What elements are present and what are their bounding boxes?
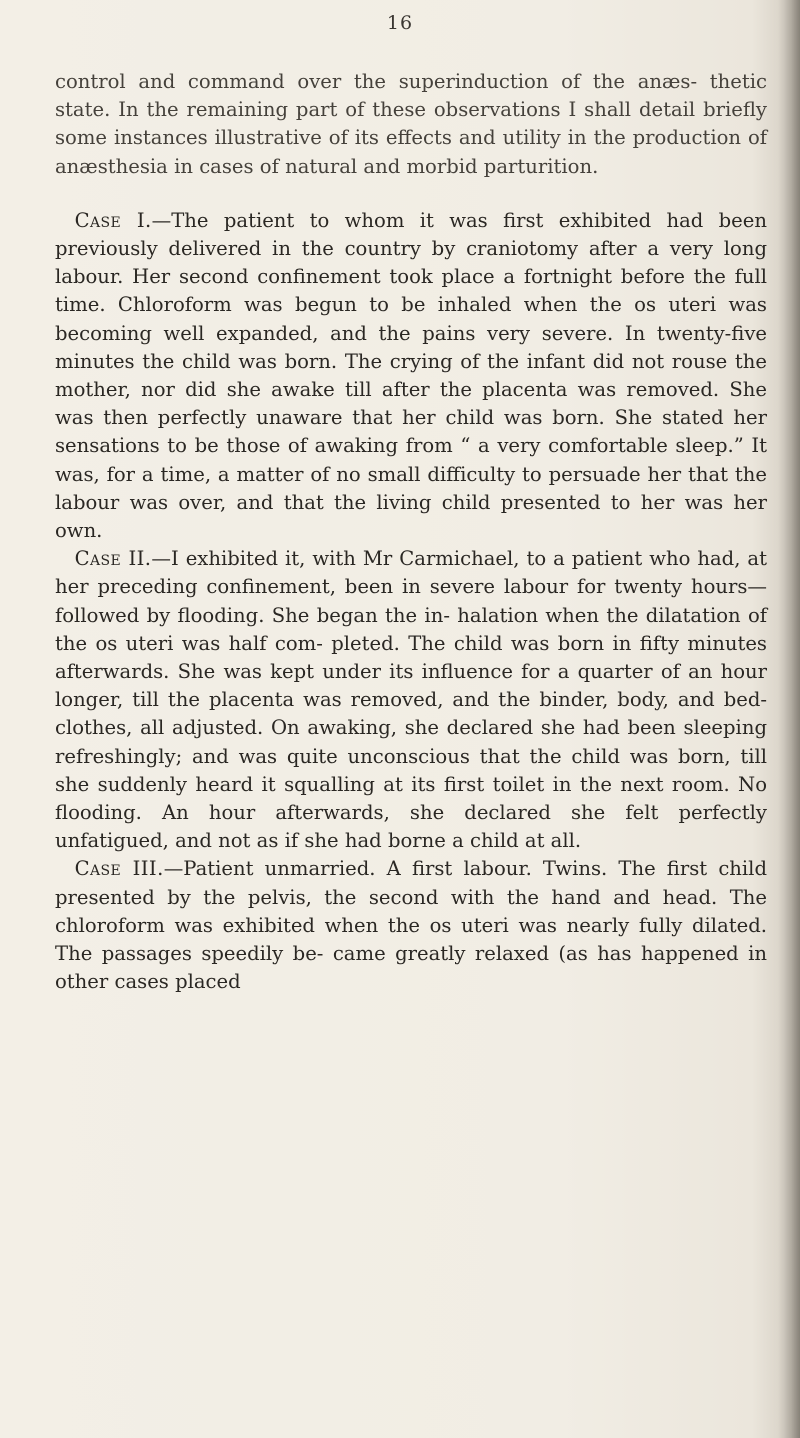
page-body	[55, 68, 767, 997]
case-1-body: —The patient to whom it was first exhibited had been previously delivered in the country by craniotomy after a very long labour. Her second confinement took place a fortnight before the full time. Chloroform was begun to be inhaled when the os uteri was becoming well expanded, and the pains very severe. In twenty-five minutes the child was born. The crying of the infant did not rouse the mother, nor did she awake till after the placenta was removed. She was then perfectly unaware that her child was born. She stated her sensations to be those of awaking from “ a very comfortable sleep.” It was, for a time, a matter of no small difficulty to persuade her that the labour was over, and that the living child presented to her was her own.	[55, 208, 767, 543]
case-1-paragraph	[55, 207, 767, 545]
intro-paragraph: control and command over the superinduction of the anæs- thetic state. In the remaining part of these observations I shall detail briefly some instances illustrative of its effects and utility in the production of anæsthesia in cases of natural and morbid parturition.	[55, 70, 767, 178]
case-2-body: —I exhibited it, with Mr Carmichael, to a patient who had, at her preceding confinement, been in severe labour for twenty hours—followed by flooding. She began the in- halation when the dilatation of the os uteri was half com- pleted. The child was born in fifty minutes afterwards. She was kept under its influence for a quarter of an hour longer, till the placenta was removed, and the binder, body, and bed-clothes, all adjusted. On awaking, she declared she had been sleeping refreshingly; and was quite unconscious that the child was born, till she suddenly heard it squalling at its first toilet in the next room. No flooding. An hour afterwards, she declared she felt perfectly unfatigued, and not as if she had borne a child at all.	[55, 547, 767, 853]
paragraph-spacer	[55, 181, 767, 207]
page-edge-shadow	[778, 0, 800, 1438]
case-3-paragraph	[55, 855, 767, 996]
case-2-paragraph	[55, 545, 767, 855]
page-number: 16	[386, 12, 414, 34]
case-3-body: —Patient unmarried. A first labour. Twins. The first child presented by the pelvis, the second with the hand and head. The chloroform was exhibited when the os uteri was nearly fully dilated. The passages speedily be- came greatly relaxed (as has happened in other cases placed	[55, 857, 767, 994]
case-3-heading: Case III.	[74, 857, 164, 881]
case-1-heading: Case I.	[74, 208, 152, 232]
case-2-heading: Case II.	[74, 547, 152, 571]
